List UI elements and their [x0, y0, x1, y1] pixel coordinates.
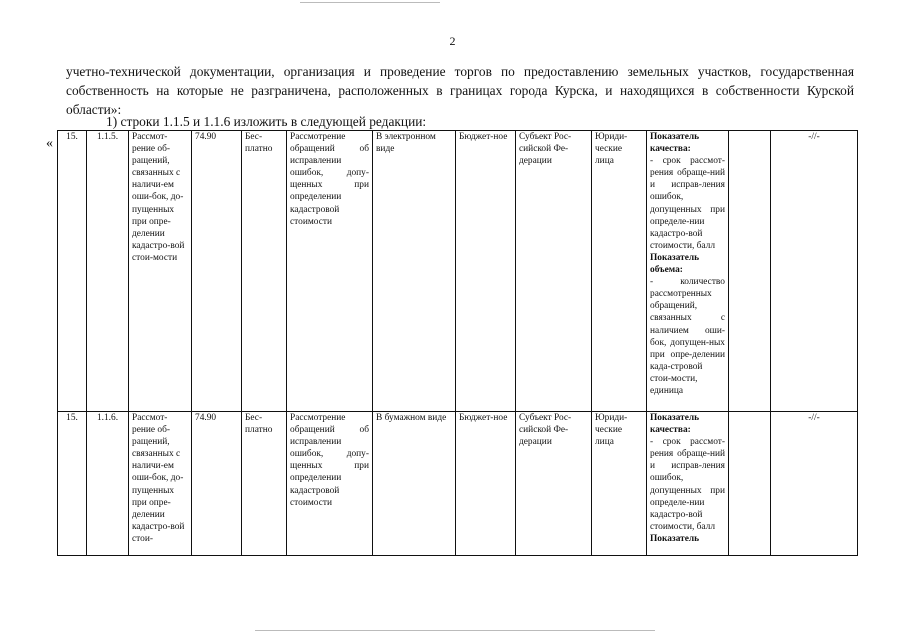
service-name: Рассмот-рение об-ращений, связанных с наличи-ем оши-бок, до-пущенных при опре-делении кадастро-вой стои-мости: [129, 131, 192, 412]
row-number: 15.: [58, 131, 87, 412]
quality-indicator-heading: Показатель качества:: [650, 413, 700, 436]
payment-type: Бес-платно: [242, 131, 287, 412]
row-number: 15.: [58, 412, 87, 556]
indicators-cell: [647, 412, 729, 556]
service-content: Рассмотрение обращений об исправлении ошибок, допу-щенных при определении кадастровой стоимости: [287, 131, 373, 412]
ditto-mark: -//-: [771, 131, 858, 412]
service-form: В бумажном виде: [373, 412, 456, 556]
empty-cell: [729, 412, 771, 556]
table-row: [58, 412, 858, 556]
empty-cell: [729, 131, 771, 412]
volume-indicator-text: - количество рассмотренных обращений, связанных с наличием оши-бок, допущен-ных при опре-делении када-стровой стои-мости, единица: [650, 277, 725, 396]
service-form: В электронном виде: [373, 131, 456, 412]
page-number: 2: [449, 34, 456, 48]
quality-indicator-text: - срок рассмот-рения обраще-ний и исправ-ления ошибок, допущенных при определе-нии кадастро-вой стоимости, балл: [650, 437, 725, 532]
indicators-cell: [647, 131, 729, 412]
opening-quote: «: [46, 136, 53, 151]
amendment-line: 1) строки 1.1.5 и 1.1.6 изложить в следующей редакции:: [106, 114, 427, 129]
payment-type: Бес-платно: [242, 412, 287, 556]
services-table: [57, 130, 858, 556]
volume-indicator-heading: Показатель: [650, 533, 700, 544]
recipients: Юриди-ческие лица: [592, 412, 647, 556]
service-name: Рассмот-рение об-ращений, связанных с наличи-ем оши-бок, до-пущенных при опре-делении кадастро-вой стои-: [129, 412, 192, 556]
ditto-mark: -//-: [771, 412, 858, 556]
intro-paragraph: учетно-технической документации, организация и проведение торгов по предоставлению земельных участков, государственная собственность на которые не разграничена, расположенных в границах города Курска, и находящихся в собственности Курской области»:: [66, 64, 854, 117]
authority: Субъект Рос-сийской Фе-дерации: [516, 131, 592, 412]
row-code: 1.1.6.: [87, 412, 129, 556]
quality-indicator-text: - срок рассмот-рения обраще-ний и исправ-ления ошибок, допущенных при определе-нии кадастро-вой стоимости, балл: [650, 156, 725, 251]
table-row: [58, 131, 858, 412]
authority: Субъект Рос-сийской Фе-дерации: [516, 412, 592, 556]
service-value: 74.90: [192, 131, 242, 412]
funding-type: Бюджет-ное: [456, 131, 516, 412]
scan-artifact-top: [300, 2, 440, 3]
funding-type: Бюджет-ное: [456, 412, 516, 556]
quality-indicator-heading: Показатель качества:: [650, 132, 700, 155]
volume-indicator-heading: Показатель объема:: [650, 252, 700, 276]
service-content: Рассмотрение обращений об исправлении ошибок, допу-щенных при определении кадастровой стоимости: [287, 412, 373, 556]
row-code: 1.1.5.: [87, 131, 129, 412]
service-value: 74.90: [192, 412, 242, 556]
scan-artifact-bottom: [255, 630, 655, 631]
recipients: Юриди-ческие лица: [592, 131, 647, 412]
